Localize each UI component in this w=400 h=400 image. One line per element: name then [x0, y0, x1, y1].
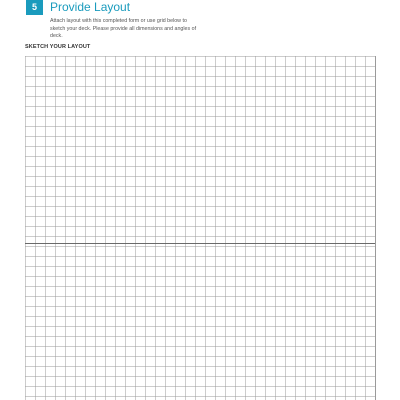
section-title: Provide Layout	[50, 0, 131, 14]
step-number-badge: 5	[26, 0, 43, 15]
sketch-grid[interactable]	[25, 56, 376, 400]
section-instructions: Attach layout with this completed form or use grid below to sketch your deck. Please provide all dimensions and angles of deck.	[50, 18, 197, 39]
sketch-grid-label: SKETCH YOUR LAYOUT	[25, 44, 91, 50]
grid-center-line	[25, 243, 375, 244]
